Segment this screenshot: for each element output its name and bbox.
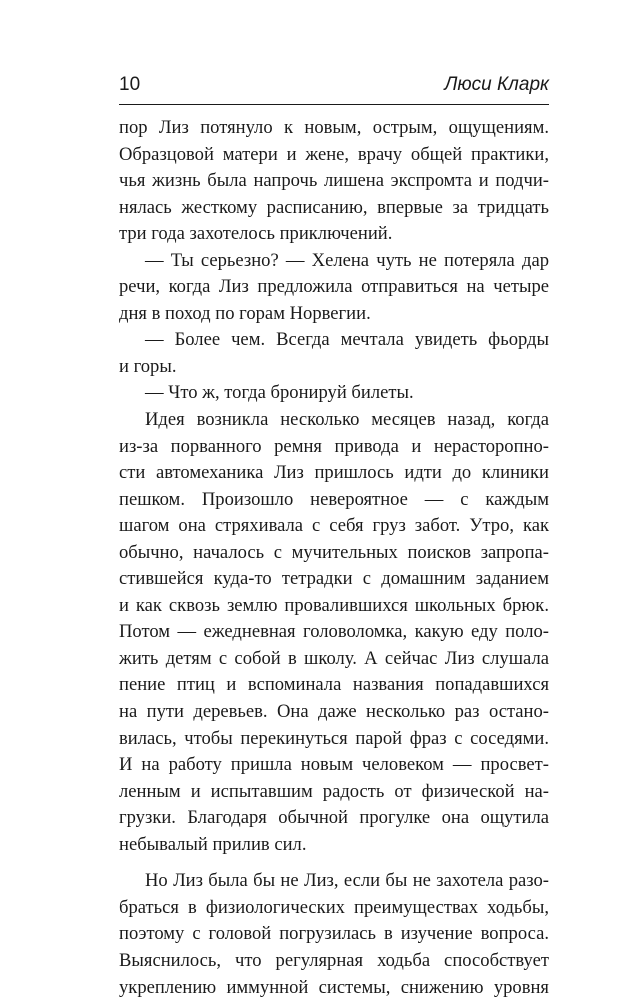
text-line: браться в физиологических преимуществах ходьбы,: [119, 895, 549, 922]
text-line: дня в поход по горам Норвегии.: [119, 301, 549, 328]
text-line: Образцовой матери и жене, врачу общей практики,: [119, 142, 549, 169]
text-line: пение птиц и вспоминала названия попадавшихся: [119, 672, 549, 699]
page-number: 10: [119, 72, 140, 98]
text-line: чья жизнь была напрочь лишена экспромта и подчи-: [119, 168, 549, 195]
text-line: и горы.: [119, 354, 549, 381]
text-line: на пути деревьев. Она даже несколько раз остано-: [119, 699, 549, 726]
running-title: Люси Кларк: [444, 72, 549, 98]
text-line: — Что ж, тогда бронируй билеты.: [119, 380, 549, 407]
text-line: из-за порванного ремня привода и нерасторопно-: [119, 434, 549, 461]
text-line: вилась, чтобы перекинуться парой фраз с соседями.: [119, 726, 549, 753]
text-line: Выяснилось, что регулярная ходьба способствует: [119, 948, 549, 975]
header-rule: [119, 104, 549, 105]
body-text: [119, 115, 549, 1001]
text-line: небывалый прилив сил.: [119, 832, 549, 859]
text-line: грузки. Благодаря обычной прогулке она ощутила: [119, 805, 549, 832]
text-line: стившейся куда-то тетрадки с домашним заданием: [119, 566, 549, 593]
text-line: поэтому с головой погрузилась в изучение вопроса.: [119, 921, 549, 948]
text-line: речи, когда Лиз предложила отправиться на четыре: [119, 274, 549, 301]
text-line: Но Лиз была бы не Лиз, если бы не захотела разо-: [119, 868, 549, 895]
page-header: [119, 72, 549, 102]
paragraph-gap: [119, 858, 549, 868]
text-line: Потом — ежедневная головоломка, какую еду поло-: [119, 619, 549, 646]
text-line: нялась жесткому расписанию, впервые за тридцать: [119, 195, 549, 222]
text-line: пешком. Произошло невероятное — с каждым: [119, 487, 549, 514]
text-line: три года захотелось приключений.: [119, 221, 549, 248]
text-line: обычно, началось с мучительных поисков запропа-: [119, 540, 549, 567]
text-line: шагом она стряхивала с себя груз забот. Утро, как: [119, 513, 549, 540]
text-line: и как сквозь землю провалившихся школьных брюк.: [119, 593, 549, 620]
text-line: пор Лиз потянуло к новым, острым, ощущениям.: [119, 115, 549, 142]
text-line: Идея возникла несколько месяцев назад, когда: [119, 407, 549, 434]
text-line: — Более чем. Всегда мечтала увидеть фьорды: [119, 327, 549, 354]
text-line: укреплению иммунной системы, снижению уровня: [119, 975, 549, 1001]
text-line: ленным и испытавшим радость от физической на-: [119, 779, 549, 806]
text-line: — Ты серьезно? — Хелена чуть не потеряла дар: [119, 248, 549, 275]
text-line: жить детям с собой в школу. А сейчас Лиз слушала: [119, 646, 549, 673]
text-line: И на работу пришла новым человеком — просвет-: [119, 752, 549, 779]
text-line: сти автомеханика Лиз пришлось идти до клиники: [119, 460, 549, 487]
